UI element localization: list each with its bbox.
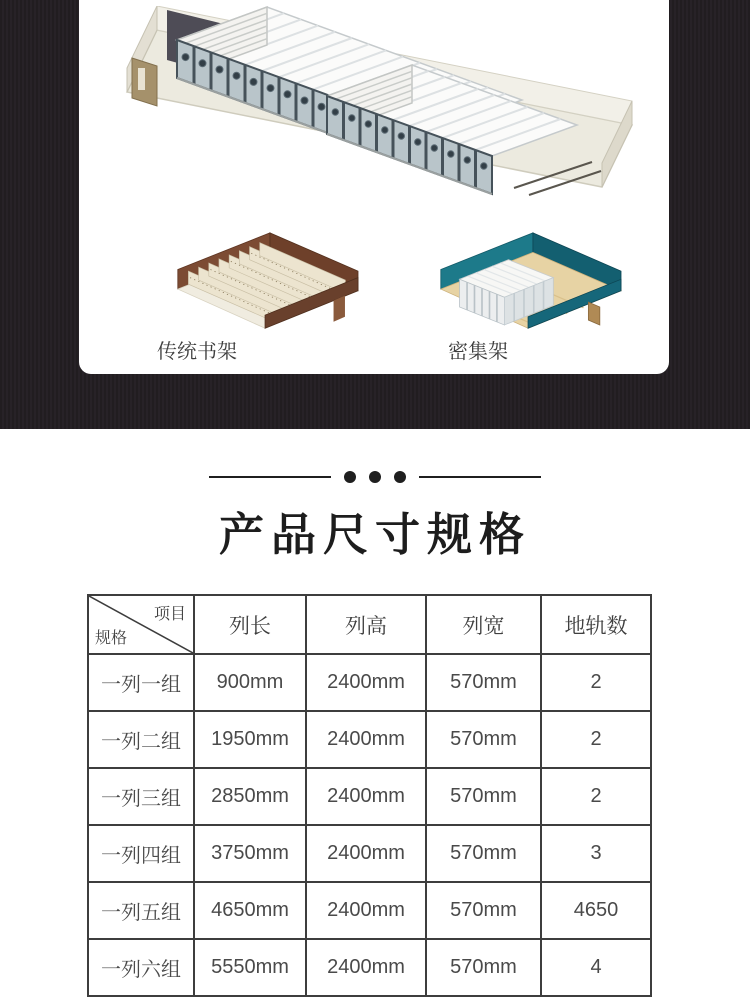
cell-value: 2 (541, 711, 651, 768)
cell-value: 570mm (426, 654, 541, 711)
section-title: 产品尺寸规格 (218, 509, 531, 560)
column-header: 列高 (306, 595, 426, 654)
table-corner-cell (88, 595, 194, 654)
divider-line (209, 476, 331, 478)
column-header: 列宽 (426, 595, 541, 654)
section-divider (0, 471, 750, 483)
shelving-room-render-image (104, 6, 649, 224)
table-row (88, 654, 651, 711)
table-header-row (88, 595, 651, 654)
table-row (88, 768, 651, 825)
divider-dot (344, 471, 356, 483)
cell-value: 3 (541, 825, 651, 882)
cell-value: 570mm (426, 882, 541, 939)
cell-value: 570mm (426, 711, 541, 768)
row-label: 一列五组 (88, 882, 194, 939)
comparison-traditional (143, 232, 392, 366)
cell-value: 570mm (426, 825, 541, 882)
cell-value: 2400mm (306, 939, 426, 996)
column-header: 地轨数 (541, 595, 651, 654)
cell-value: 1950mm (194, 711, 306, 768)
spec-table (87, 594, 652, 997)
spec-section (0, 429, 750, 1000)
compact-shelving-image (406, 232, 655, 338)
corner-label-item: 项目 (153, 606, 186, 623)
cell-value: 2400mm (306, 882, 426, 939)
cell-value: 5550mm (194, 939, 306, 996)
divider-dot (369, 471, 381, 483)
table-row (88, 825, 651, 882)
compact-shelving-label: 密集架 (448, 341, 508, 363)
cell-value: 570mm (426, 768, 541, 825)
cell-value: 2400mm (306, 711, 426, 768)
table-row (88, 882, 651, 939)
table-row (88, 939, 651, 996)
cell-value: 2400mm (306, 654, 426, 711)
cell-value: 4650 (541, 882, 651, 939)
cell-value: 900mm (194, 654, 306, 711)
cell-value: 570mm (426, 939, 541, 996)
table-row (88, 711, 651, 768)
row-label: 一列四组 (88, 825, 194, 882)
column-header: 列长 (194, 595, 306, 654)
cell-value: 4 (541, 939, 651, 996)
cell-value: 2400mm (306, 825, 426, 882)
traditional-shelves-label: 传统书架 (157, 341, 237, 363)
spec-table-body (88, 654, 651, 996)
divider-dot (394, 471, 406, 483)
comparison-row (143, 232, 655, 366)
cell-value: 2 (541, 768, 651, 825)
cell-value: 2 (541, 654, 651, 711)
row-label: 一列二组 (88, 711, 194, 768)
cell-value: 3750mm (194, 825, 306, 882)
row-label: 一列三组 (88, 768, 194, 825)
divider-line (419, 476, 541, 478)
cell-value: 2850mm (194, 768, 306, 825)
corner-label-spec: 规格 (95, 630, 128, 647)
cell-value: 4650mm (194, 882, 306, 939)
hero-card (79, 0, 669, 374)
cell-value: 2400mm (306, 768, 426, 825)
traditional-shelves-image (143, 232, 392, 338)
comparison-compact (406, 232, 655, 366)
row-label: 一列一组 (88, 654, 194, 711)
row-label: 一列六组 (88, 939, 194, 996)
